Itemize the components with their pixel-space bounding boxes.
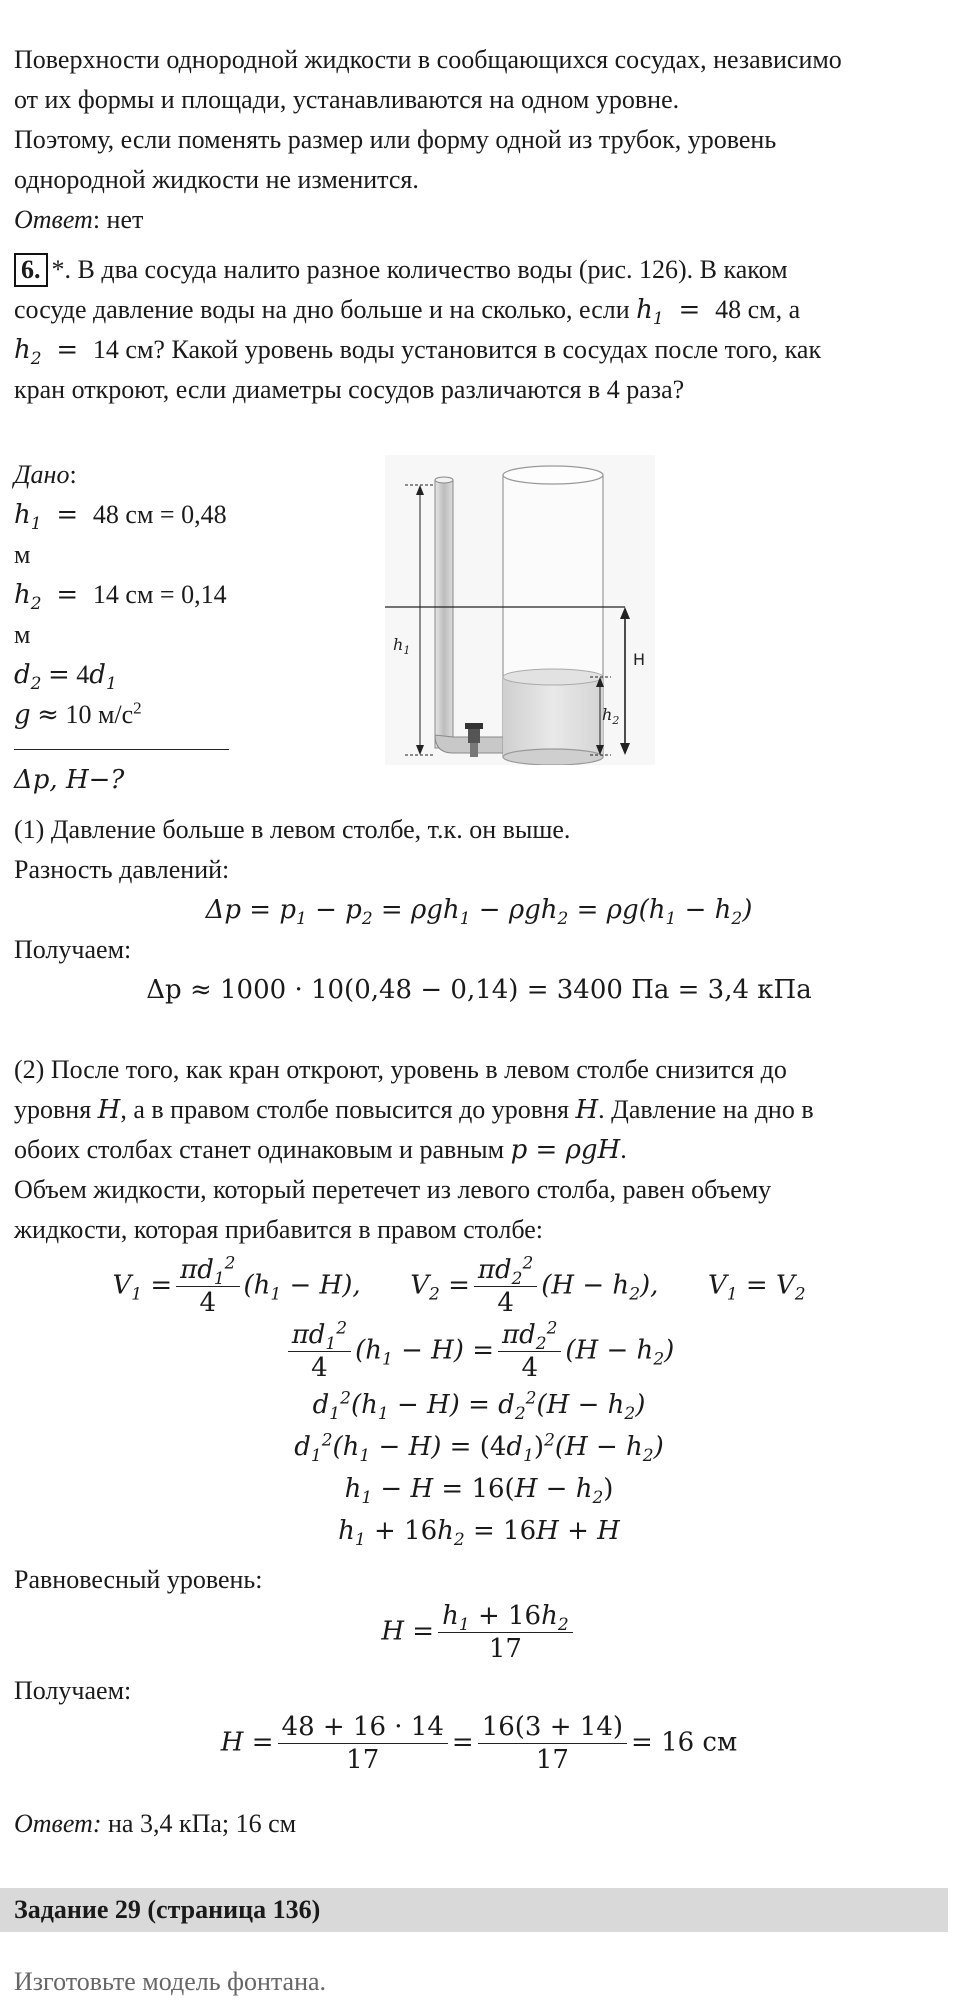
formula-result: H = $\frac{48 + 16 \cdot 14}{17}$ = $\frac{16(3 + 14)}{17}$ = 16 см [220,1712,738,1775]
volume-equations: $V_1$ = $\frac{\pi d_1^2}{4}$ $(h_1 - H)$, $V_2$ = $\frac{\pi d_2^2}{4}$ $(H - h_2)$, $V_1 = V_2$ $\frac{\pi d_1^2}{4}$ $(h_1 - H)$ = $\frac{\pi d_2^2}{4}$ $(H - h_2)$ $d_1^2(h_1 - H) = d_2^2(H - h_2)$ $d_1^2(h_1 - H) = (4d_1)^2(H - h_2)$ $h_1 - H = 16(H - h_2)$ $h_1 + 16h_2 = 16H + H$ [112,1253,806,1551]
given-divider [14,749,229,750]
task-29-header: Задание 29 (страница 136) [0,1888,948,1932]
task-number: 6. [14,253,48,287]
solution-diff-label: Разность давлений: [14,855,230,884]
fountain-task: Изготовьте модель фонтана. [14,1967,327,1996]
result-label: Получаем: [14,1676,132,1705]
formula-calc: Δp ≈ 1000 · 10(0,48 − 0,14) = 3400 Па = 3,4 кПа [146,975,812,1005]
given-block [14,455,244,800]
task-line-2: сосуде давление воды на дно больше и на сколько, если $h_1 = 48$ см, а [14,295,801,330]
intro [14,40,944,410]
solution-got-label: Получаем: [14,935,132,964]
given-label: Дано: [14,460,77,489]
equilibrium-label: Равновесный уровень: [14,1565,263,1594]
part2-line-4: Объем жидкости, который перетечет из левого столба, равен объему [14,1175,772,1204]
figure-H-label: H [633,650,646,669]
task-line-3: $h_2 = 14$ см? Какой уровень воды установится в сосудах после того, как [14,335,822,370]
intro-line-2: от их формы и площади, устанавливаются на одном уровне. [14,85,680,114]
given-h2: $h_2 = 14$ см = 0,14 м [14,580,227,649]
solution-step-1: (1) Давление больше в левом столбе, т.к. он выше. [14,815,571,844]
task-line-1: 6. *. В два сосуда налито разное количество воды (рис. 126). В каком [14,250,944,290]
part2-line-5: жидкости, которая прибавится в правом столбе: [14,1215,543,1244]
task-line-4: кран откроют, если диаметры сосудов различаются в 4 раза? [14,375,685,404]
communicating-vessels-diagram [385,455,655,765]
formula-H: H = $\frac{h_1 + 16h_2}{17}$ [14,1600,944,1665]
given-find: Δp, H−? [14,765,125,795]
intro-answer: Ответ: нет [14,205,144,234]
figure-h2-label: $h_2$ [602,705,620,727]
part2-line-3: обоих столбах станет одинаковым и равным p = ρgH. [14,1135,627,1165]
intro-line-4: однородной жидкости не изменится. [14,165,419,194]
given-d2: $d_2 = 4d_1$ [14,660,117,695]
final-answer: Ответ: на 3,4 кПа; 16 см [14,1809,297,1838]
vessels-figure [385,455,655,765]
intro-line-1: Поверхности однородной жидкости в сообщающихся сосудах, независимо [14,45,842,74]
given-h1: $h_1 = 48$ см = 0,48 м [14,500,227,569]
part2-line-2: уровня H, а в правом столбе повысится до уровня H. Давление на дно в [14,1095,814,1125]
figure-h1-label: $h_1$ [393,635,411,657]
given-g: g ≈ 10 $м/с^2$ [14,698,142,730]
part2-line-1: (2) После того, как кран откроют, уровень в левом столбе снизится до [14,1055,787,1084]
solution [14,810,944,1844]
formula-delta-p: $\Delta p = p_1 - p_2 = \rho gh_1 - \rho gh_2 = \rho g(h_1 - h_2)$ [205,895,753,930]
intro-line-3: Поэтому, если поменять размер или форму одной из трубок, уровень [14,125,777,154]
